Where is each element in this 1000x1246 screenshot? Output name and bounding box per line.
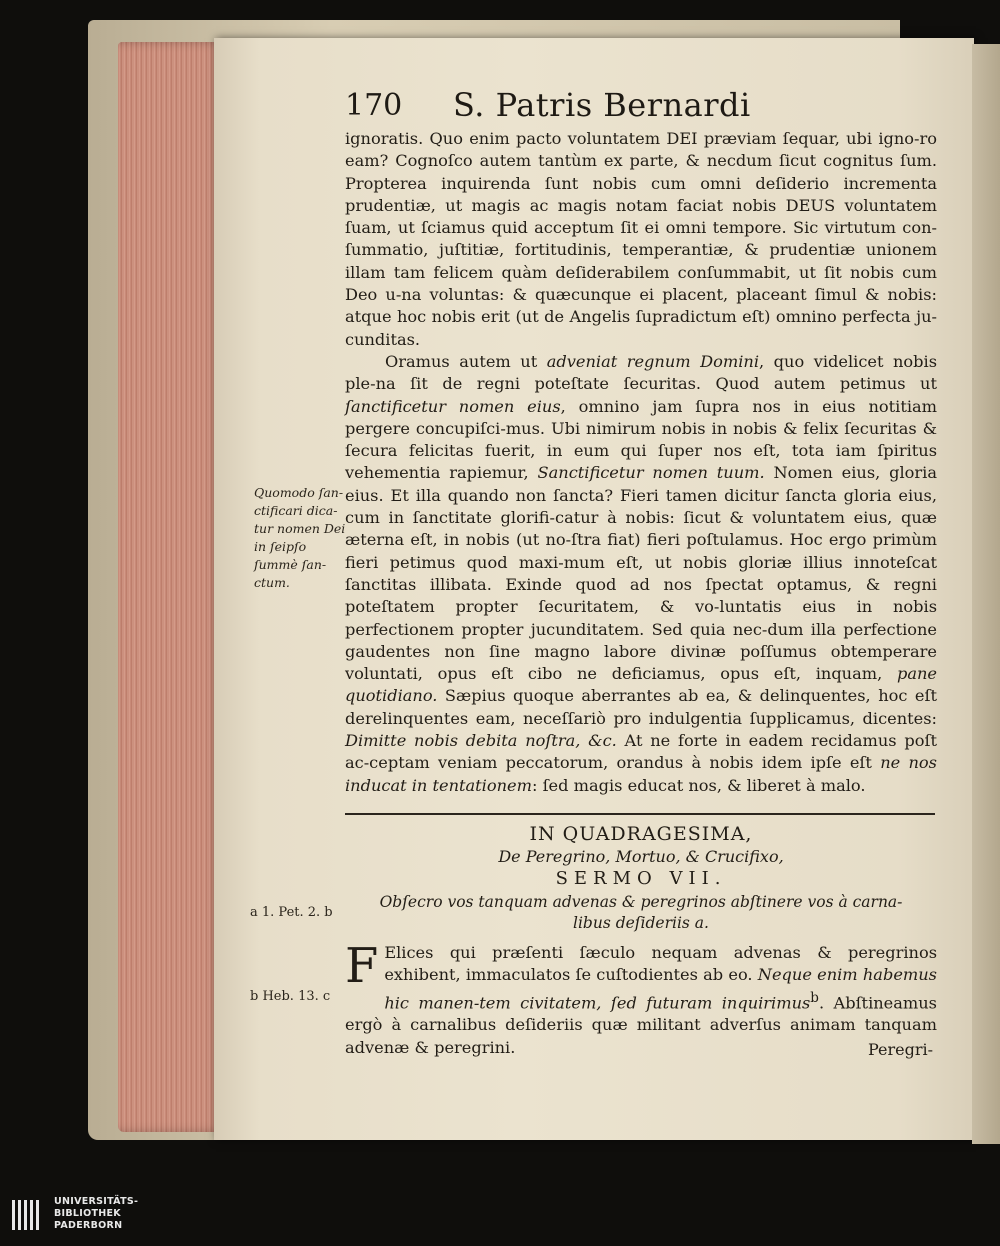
page-number: 170 (345, 88, 403, 123)
paragraph-2 (345, 351, 937, 797)
text-run: , quo videlicet nobis ple-na ſit de regni poteſtate ſecuritas. Quod autem petimus ut (345, 351, 938, 394)
logo-line: PADERBORN (54, 1220, 123, 1231)
italic-run: Dimitte nobis debita noſtra, &c. (345, 731, 617, 751)
sermon-subtitle: De Peregrino, Mortuo, & Crucifixo, (498, 847, 784, 866)
footnote-marker: b (810, 989, 819, 1006)
logo-line: UNIVERSITÄTS- (54, 1196, 139, 1207)
section-rule (345, 813, 935, 815)
text-run: Elices qui præſenti ſæculo nequam advenas & peregrinos exhibent, immaculatos ſe cuſtodientes ab eo. (384, 943, 937, 985)
catchword: Peregri- (868, 1040, 934, 1059)
text-run: At ne forte in eadem recidamus poſt ac-ceptam veniam peccatorum, orandus à nobis idem ipſe eſt (345, 731, 937, 773)
running-head: S. Patris Bernardi (453, 86, 751, 124)
margin-note-heb: b Heb. 13. c (250, 989, 331, 1004)
italic-run: ſanctificetur nomen eius (345, 396, 561, 416)
facing-page-edge (972, 44, 1000, 1144)
text-run: , omnino jam ſupra nos in eius notitiam pergere concupiſci-mus. Ubi nimirum nobis in nobis & felix ſecuritas & ſecura felicitas fuerit, in eum qui ſuper nos eſt, tota iam ſpiritus vehementia rapiemur, (345, 396, 938, 483)
library-logo (10, 1196, 140, 1236)
italic-run: ne nos inducat in tentationem (345, 753, 937, 795)
sermon-number: SERMO VII. (555, 868, 727, 889)
text-run: : ſed magis educat nos, & liberet à malo. (531, 775, 866, 795)
italic-run: adveniat regnum Domini (546, 351, 759, 371)
sermon-title: IN QUADRAGESIMA, (529, 823, 753, 845)
sermon-heading (345, 822, 937, 934)
library-logo-text (54, 1196, 138, 1232)
sermon-body (345, 938, 937, 1059)
library-logo-icon (10, 1196, 48, 1234)
drop-cap: F (345, 938, 379, 994)
paragraph-1: ignoratis. Quo enim pacto voluntatem DEI præviam ſequar, ubi igno-ro eam? Cognoſco autem tantùm ex parte, & necdum ſicut cognitus ſum. Propterea inquirenda ſunt nobis cum omni deſiderio incrementa prudentiæ, ut magis ac magis notam faciat nobis DEUS voluntatem ſuam, ut ſciamus quid acceptum ſit ei omni tempore. Sic virtutum con-ſummatio, juſtitiæ, fortitudinis, temperantiæ, & prudentiæ unionem illam tam felicem quàm deſiderabilem conſummabit, ut ſit nobis cum Deo u-na voluntas: & quæcunque ei placent, placeant ſimul & nobis: atque hoc nobis erit (ut de Angelis ſupradictum eſt) omnino perfecta ju-cunditas. (345, 129, 937, 349)
text-run: Sæpius quoque aberrantes ab ea, & delinquentes, hoc eſt derelinquentes eam, neceſſariò pro indulgentia ſupplicamus, dicentes: (345, 686, 937, 728)
text-run: Oramus autem ut (385, 351, 547, 371)
logo-line: BIBLIOTHEK (54, 1208, 121, 1219)
margin-note-pet: a 1. Pet. 2. b (250, 905, 333, 920)
page-edges (118, 42, 226, 1132)
text-run: . Abſtineamus ergò à carnalibus deſideriis quæ militant adverſus animam tanquam advenæ & peregrini. (345, 992, 937, 1057)
main-text (345, 128, 937, 797)
text-run: Nomen eius, gloria eius. Et illa quando non ſancta? Fieri tamen dicitur ſancta gloria eius, cum in ſanctitate glorifi-catur à nobis: ſicut & voluntatem eius, quæ æterna eſt, in nobis (ut no-ſtra fiat) fieri poſtulamus. Hoc ergo primùm fieri petimus quod maxi-mum eſt, ut nobis gloriæ illius innoteſcat ſanctitas illibata. Exinde quod ad nos ſpectat optamus, & regni poteſtatem propter ſecuritatem, & vo-luntatis eius in nobis perfectionem propter jucunditatem. Sed quia nec-dum illa perfectione gaudentes non ſine magno labore divinæ poſſumus obtemperare voluntati, opus eſt cibo ne deficiamus, opus eſt, inquam, (345, 463, 937, 684)
italic-run: Sanctificetur nomen tuum. (537, 463, 765, 483)
page-header (345, 88, 945, 128)
italic-run: Neque enim habemus hic manen-tem civitatem, ſed futuram inquirimus (384, 965, 937, 1012)
margin-note-quomodo: Quomodo ſan-ctificari dica-tur nomen Dei in ſeipſo ſummè ſan-ctum. (254, 485, 346, 590)
italic-run: pane quotidiano. (345, 664, 937, 706)
sermon-epigraph: Obſecro vos tanquam advenas & peregrinos abſtinere vos à carna-libus deſideriis a. (379, 893, 903, 932)
